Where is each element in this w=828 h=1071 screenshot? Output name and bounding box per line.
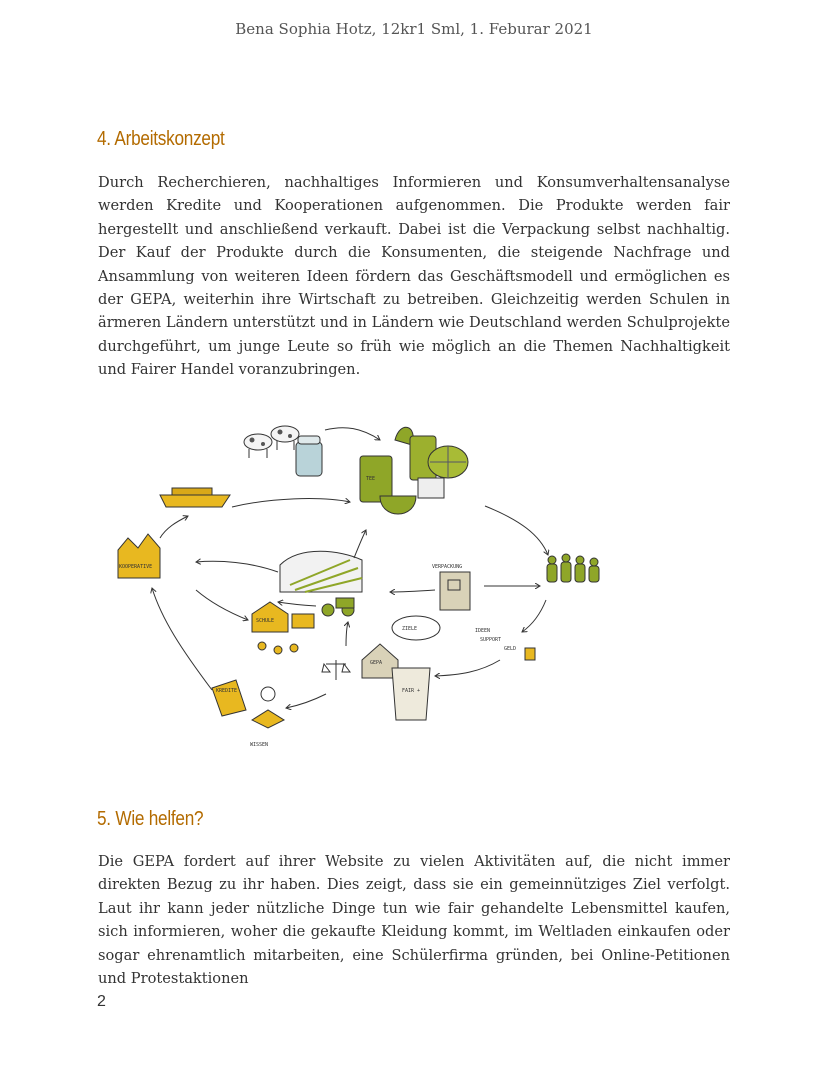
ziele-label: ZIELE [402,626,418,632]
field-icon [280,551,362,616]
tee-label: TEE [366,476,376,482]
gepa-label: GEPA [370,660,383,666]
verpackung-label: VERPACKUNG [432,564,463,570]
ideas-support-label-group [475,628,535,660]
kredite-label: KREDITE [216,688,238,694]
support-label: SUPPORT [480,637,502,643]
goals-bubble-icon [392,616,440,640]
section-4-heading: 4. Arbeitskonzept [97,128,225,150]
ideen-label: IDEEN [475,628,491,634]
knowledge-icon [250,687,284,748]
kooperative-label: KOOPERATIVE [119,564,153,570]
geld-label: GELD [504,646,517,652]
cooperative-icon [118,534,160,578]
products-icon [360,427,468,514]
fair-label: FAIR + [402,688,421,694]
wissen-label: WISSEN [250,742,269,748]
section-5-paragraph: Die GEPA fordert auf ihrer Website zu vielen Aktivitäten auf, die nicht immer direkten Bezug zu ihr haben. Dies zeigt, dass sie ein gemeinnütziges Ziel verfolgt. Laut ihr kann jeder nützliche Dinge tun wie fair gehandelte Lebensmittel kaufen, sich informieren, woher die gekaufte Kleidung kommt, im Weltladen einkaufen oder sogar ehrenamtlich mitarbeiten, eine Schülerfirma gründen, bei Online-Petitionen und Protestaktionen [98,853,730,988]
milk-can-icon [296,436,322,476]
page-header: Bena Sophia Hotz, 12kr1 Sml, 1. Feburar 2021 [235,20,593,38]
section-4-paragraph: Durch Recherchieren, nachhaltiges Informieren und Konsumverhaltensanalyse werden Kredite und Kooperationen aufgenommen. Die Produkte werden fair hergestellt und anschließend verkauft. Dabei ist die Verpackung selbst nachhaltig. Der Kauf der Produkte durch die Konsumenten, die steigende Nachfrage und Ansammlung von weiteren Ideen fördern das Geschäftsmodell und ermöglichen es der GEPA, weiterhin ihre Wirtschaft zu betreiben. Gleichzeitig werden Schulen in ärmeren Ländern unterstützt und in Ländern wie Deutschland werden Schulprojekte durchgeführt, um junge Leute so früh wie möglich an die Themen Nachhaltigkeit und Fairer Handel voranzubringen. [98,174,730,379]
ship-icon [160,488,230,507]
work-concept-illustration [100,410,620,760]
packaging-icon [432,564,470,610]
credits-icon [212,680,246,716]
gepa-building-icon [362,644,430,720]
schule-label: SCHULE [256,618,275,624]
section-5-heading: 5. Wie helfen? [97,808,204,830]
consumers-icon [547,554,599,582]
scales-icon [322,660,350,680]
page-number: 2 [97,993,106,1010]
school-icon [252,602,314,654]
cows-icon [244,426,299,458]
